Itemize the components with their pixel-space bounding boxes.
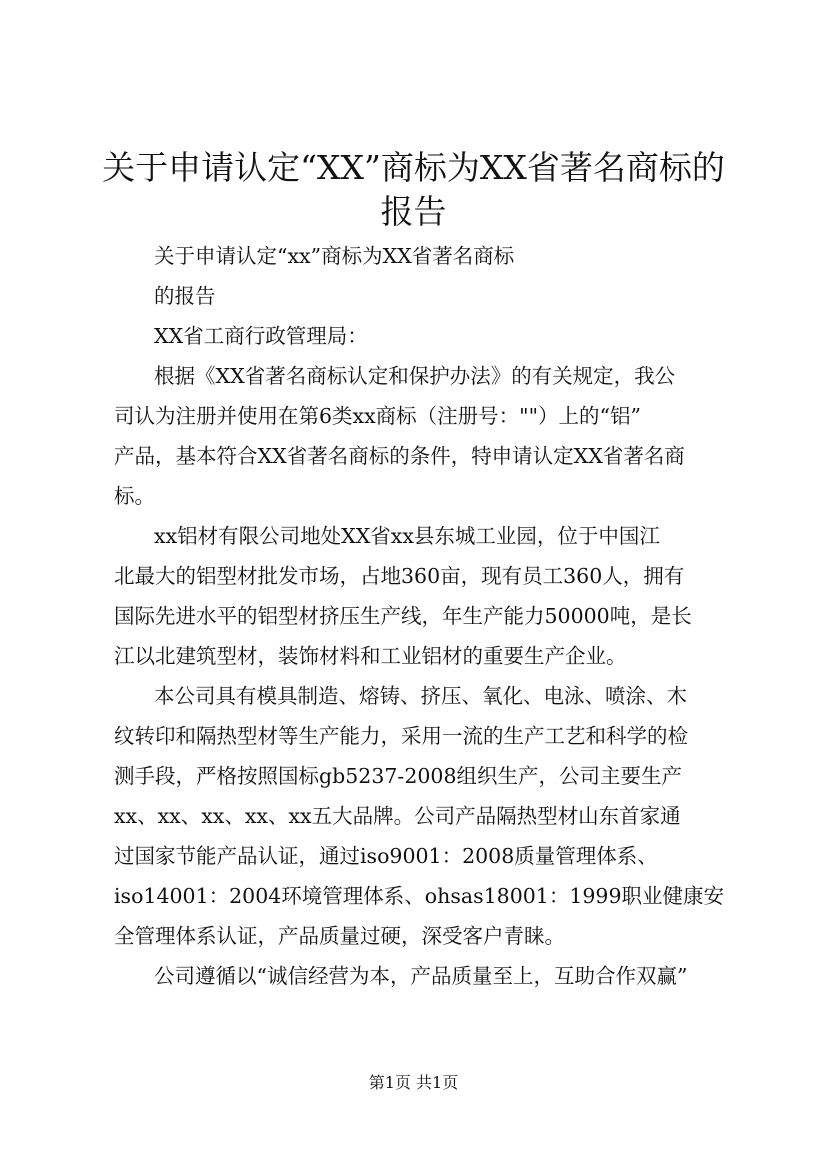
document-title-line-2: 报告	[380, 192, 447, 231]
body-line: 标。	[114, 484, 155, 508]
body-line: 北最大的铝型材批发市场，占地360亩，现有员工360人，拥有	[114, 564, 685, 588]
page-footer: 第1页 共1页	[368, 1073, 459, 1092]
body-line: 产品，基本符合XX省著名商标的条件，特申请认定XX省著名商	[114, 444, 685, 468]
body-line: 过国家节能产品认证，通过iso9001：2008质量管理体系、	[114, 844, 658, 868]
body-line: 公司遵循以“诚信经营为本，产品质量至上，互助合作双赢”	[154, 964, 688, 988]
body-line: 江以北建筑型材，装饰材料和工业铝材的重要生产企业。	[114, 644, 627, 668]
body-line: 司认为注册并使用在第6类xx商标（注册号：""）上的“铝”	[114, 404, 641, 428]
body-line: xx铝材有限公司地处XX省xx县东城工业园，位于中国江	[154, 524, 660, 548]
document-title-line-1: 关于申请认定“XX”商标为XX省著名商标的	[102, 148, 725, 187]
body-line: 国际先进水平的铝型材挤压生产线，年生产能力50000吨，是长	[114, 604, 692, 628]
document-body	[114, 236, 726, 996]
body-line: 测手段，严格按照国标gb5237-2008组织生产，公司主要生产	[114, 764, 683, 788]
body-line: 的报告	[154, 284, 216, 308]
body-line: 全管理体系认证，产品质量过硬，深受客户青睐。	[114, 924, 565, 948]
body-line: iso14001：2004环境管理体系、ohsas18001：1999职业健康安	[114, 884, 724, 908]
body-line: XX省工商行政管理局：	[154, 324, 368, 348]
body-line: 本公司具有模具制造、熔铸、挤压、氧化、电泳、喷涂、木	[154, 684, 687, 708]
body-line: xx、xx、xx、xx、xx五大品牌。公司产品隔热型材山东首家通	[114, 804, 681, 828]
body-line: 纹转印和隔热型材等生产能力，采用一流的生产工艺和科学的检	[114, 724, 688, 748]
body-line: 关于申请认定“xx”商标为XX省著名商标	[154, 244, 515, 268]
body-line: 根据《XX省著名商标认定和保护办法》的有关规定，我公	[154, 364, 676, 388]
